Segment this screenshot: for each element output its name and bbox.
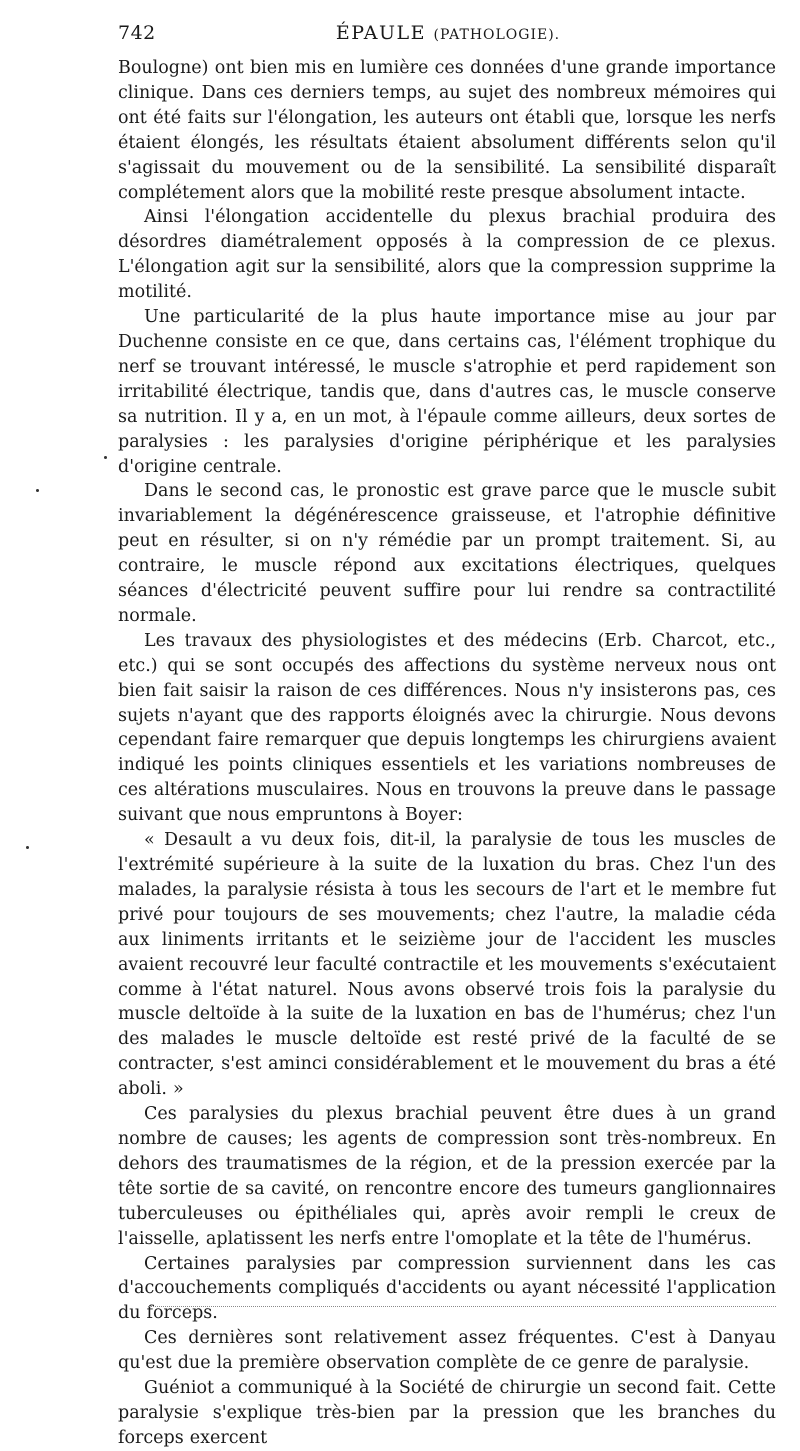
paragraph: Certaines paralysies par compression surviennent dans les cas d'accouchements compliqués d'accidents ou ayant nécessité l'application du forceps. — [118, 1253, 776, 1324]
running-title-main: ÉPAULE — [335, 22, 426, 44]
page-header — [118, 22, 778, 52]
paragraph: Une particularité de la plus haute importance mise au jour par Duchenne consiste en ce que, dans certains cas, l'élément trophique du nerf se trouvant intéressé, le muscle s'atrophie et perd rapidement son irritabilité électrique, tandis que, dans d'autres cas, le muscle conserve sa nutrition. Il y a, en un mot, à l'épaule comme ailleurs, deux sortes de paralysies : les paralysies d'origine périphérique et les paralysies d'origine centrale. — [118, 307, 776, 477]
body-text — [118, 56, 776, 1451]
quotation-paragraph: « Desault a vu deux fois, dit-il, la paralysie de tous les muscles de l'extrémité supérieure à la suite de la luxation du bras. Chez l'un des malades, la paralysie résista à tous les secours de l'art et le membre fut privé pour toujours de ses mouvements; chez l'autre, la maladie céda aux liniments irritants et le seizième jour de l'accident les muscles avaient recouvré leur faculté contractile et les mouvements s'exécutaient comme à l'état naturel. Nous avons observé trois fois la paralysie du muscle deltoïde à la suite de la luxation en bas de l'humérus; chez l'un des malades le muscle deltoïde est resté privé de la faculté de se contracter, s'est aminci considérablement et le mouvement du bras a été aboli. » — [118, 830, 776, 1100]
paragraph: Ces paralysies du plexus brachial peuvent être dues à un grand nombre de causes; les agents de compression sont très-nombreux. En dehors des traumatismes de la région, et de la pression exercée par la tête sortie de sa cavité, on rencontre encore des tumeurs ganglionnaires tuberculeuses ou épithéliales qui, après avoir rempli le creux de l'aisselle, aplatissent les nerfs entre l'omoplate et la tête de l'humérus. — [118, 1104, 776, 1249]
paragraph: Ainsi l'élongation accidentelle du plexus brachial produira des désordres diamétralement opposés à la compression de ce plexus. L'élongation agit sur la sensibilité, alors que la compression supprime la motilité. — [118, 207, 776, 303]
running-title-sub: (PATHOLOGIE). — [433, 27, 561, 43]
paragraph: Ces dernières sont relativement assez fréquentes. C'est à Danyau qu'est due la première observation complète de ce genre de paralysie. — [118, 1328, 776, 1374]
scan-speck — [36, 489, 39, 492]
bottom-dotted-rule — [148, 1306, 776, 1307]
scan-speck — [104, 456, 107, 459]
running-title — [118, 22, 778, 44]
paragraph: Boulogne) ont bien mis en lumière ces données d'une grande importance clinique. Dans ces derniers temps, au sujet des nombreux mémoires qui ont été faits sur l'élongation, les auteurs ont établi que, lorsque les nerfs étaient élongés, les résultats étaient absolument différents selon qu'il s'agissait du mouvement ou de la sensibilité. La sensibilité disparaît complétement alors que la mobilité reste presque absolument intacte. — [118, 58, 776, 203]
paragraph: Les travaux des physiologistes et des médecins (Erb. Charcot, etc., etc.) qui se sont occupés des affections du système nerveux nous ont bien fait saisir la raison de ces différences. Nous n'y insisterons pas, ces sujets n'ayant que des rapports éloignés avec la chirurgie. Nous devons cependant faire remarquer que depuis longtemps les chirurgiens avaient indiqué les points cliniques essentiels et les variations nombreuses de ces altérations musculaires. Nous en trouvons la preuve dans le passage suivant que nous empruntons à Boyer: — [118, 630, 776, 826]
page-number: 742 — [118, 22, 156, 44]
paragraph: Guéniot a communiqué à la Société de chirurgie un second fait. Cette paralysie s'explique très-bien par la pression que les branches du forceps exercent — [118, 1378, 776, 1448]
scan-speck — [26, 846, 29, 849]
paragraph: Dans le second cas, le pronostic est grave parce que le muscle subit invariablement la dégénérescence graisseuse, et l'atrophie définitive peut en résulter, si on n'y rémédie par un prompt traitement. Si, au contraire, le muscle répond aux excitations électriques, quelques séances d'électricité peuvent suffire pour lui rendre sa contractilité normale. — [118, 481, 776, 626]
